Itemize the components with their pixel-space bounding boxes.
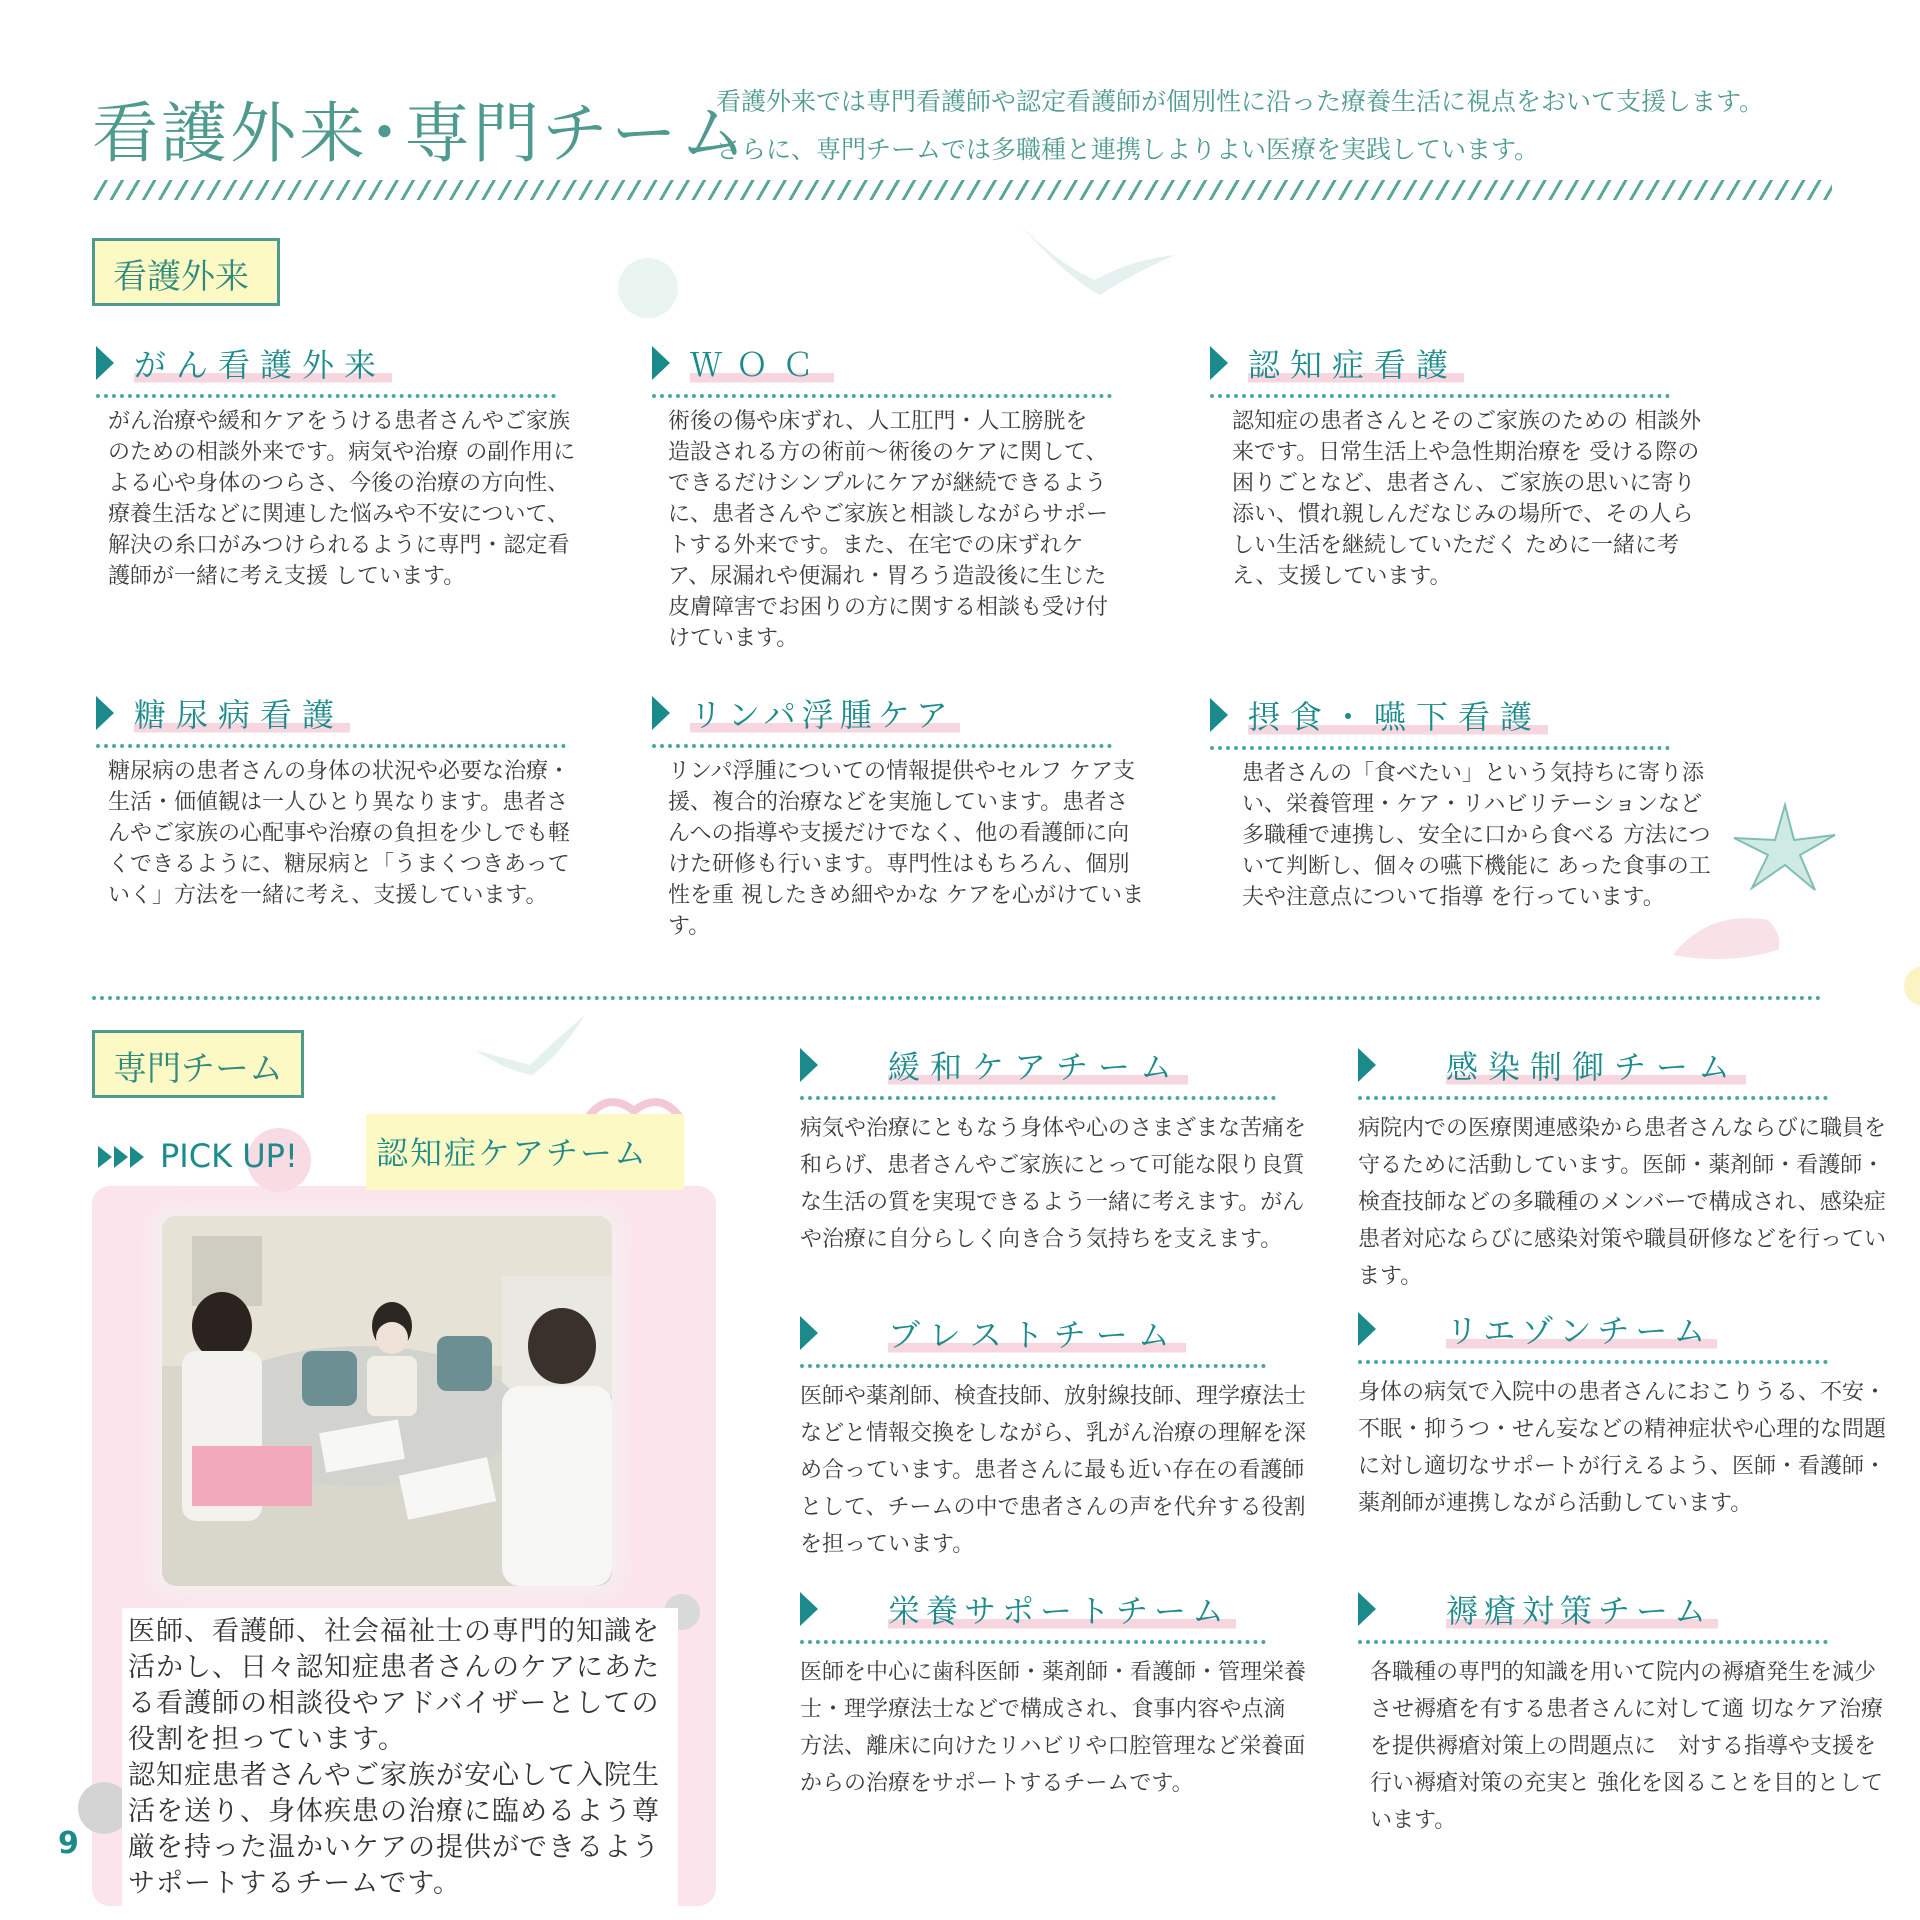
- section-label-teams: 専門チーム: [92, 1030, 304, 1098]
- pickup-team-title: 認知症ケアチーム: [366, 1114, 684, 1190]
- pickup-label: PICK UP!: [160, 1137, 298, 1175]
- header-lead: [716, 78, 1764, 174]
- dotted-rule: [652, 394, 1112, 398]
- item-title: 緩和ケアチーム: [888, 1042, 1188, 1088]
- hatch-divider: [92, 180, 1832, 200]
- triangle-icon: [1210, 698, 1228, 732]
- dotted-rule: [96, 744, 566, 748]
- triangle-icon: [800, 1592, 818, 1626]
- item-body: がん治療や緩和ケアをうける患者さんやご家族のための相談外来です。病気や治療 の副作用による心や身体のつらさ、今後の治療の方向性、療養生活などに関連した悩みや不安について、解決の糸口がみつけられるように専門・認定看護師が一緒に考え支援 しています。: [108, 409, 576, 589]
- meeting-photo: [162, 1216, 612, 1586]
- team-item-infection: [1358, 1040, 1898, 1295]
- dotted-rule: [1210, 746, 1670, 750]
- team-item-pressure-ulcer: [1358, 1584, 1898, 1839]
- outpatient-item-lymphedema: [652, 688, 1152, 942]
- seagull-icon: [1010, 205, 1180, 305]
- triangle-icon: [1358, 1312, 1376, 1346]
- item-body: リンパ浮腫についての情報提供やセルフ ケア支援、複合的治療などを実施しています。患者さんへの指導や支援だけでなく、他の看護師に向けた研修も行います。専門性はもちろん、個別性を重 視したきめ細やかな ケアを心がけています。: [668, 759, 1144, 939]
- triple-arrow-icon: [98, 1146, 146, 1168]
- dotted-rule: [96, 394, 556, 398]
- lead-line-1: 看護外来では専門看護師や認定看護師が個別性に沿った療養生活に視点をおいて支援します。: [716, 87, 1765, 116]
- triangle-icon: [1210, 346, 1228, 380]
- pickup-body: [122, 1608, 678, 1908]
- outpatient-item-diabetes: [96, 688, 570, 911]
- outpatient-item-woc: [652, 338, 1126, 654]
- section-label-outpatient: 看護外来: [92, 238, 280, 306]
- page-title: 看護外来･専門チーム: [92, 95, 749, 172]
- dotted-rule: [800, 1364, 1266, 1368]
- dotted-rule: [1358, 1360, 1828, 1364]
- triangle-icon: [1358, 1048, 1376, 1082]
- item-body: 糖尿病の患者さんの身体の状況や必要な治療・生活・価値観は一人ひとり異なります。患者さんやご家族の心配事や治療の負担を少しでも軽くできるように、糖尿病と「うまくつきあっていく」方法を一緒に考え、支援しています。: [108, 759, 571, 908]
- item-title: がん看護外来: [134, 340, 392, 386]
- triangle-icon: [652, 696, 670, 730]
- dotted-rule: [1358, 1640, 1828, 1644]
- item-body: 病気や治療にともなう身体や心のさまざまな苦痛を和らげ、患者さんやご家族にとって可能な限り良質な生活の質を実現できるよう一緒に考えます。がんや治療に自分らしく向き合う気持ちを支えます。: [800, 1116, 1307, 1252]
- team-item-liaison: [1358, 1304, 1898, 1522]
- item-title: リエゾンチーム: [1446, 1306, 1717, 1352]
- seagull-icon: [470, 1010, 590, 1080]
- item-body: 術後の傷や床ずれ、人工肛門・人工膀胱を 造設される方の術前～術後のケアに関して、できるだけシンプルにケアが継続できるように、患者さんやご家族と相談しながらサポートする外来です。また、在宅での床ずれケア、尿漏れや便漏れ・胃ろう造設後に生じた皮膚障害でお困りの方に関する相談も受け付けています。: [668, 409, 1109, 651]
- team-item-palliative: [800, 1040, 1310, 1258]
- item-title: 認知症看護: [1248, 340, 1464, 386]
- decor-circle: [618, 258, 678, 318]
- team-item-breast: [800, 1308, 1310, 1563]
- triangle-icon: [652, 346, 670, 380]
- item-title: 感染制御チーム: [1446, 1042, 1746, 1088]
- pickup-body-text: 医師、看護師、社会福祉士の専門的知識を活かし、日々認知症患者さんのケアにあたる看護師の相談役やアドバイザーとしての役割を担っています。 認知症患者さんやご家族が安心して入院生活を送り、身体疾患の治療に臨めるよう尊厳を持った温かいケアの提供ができるようサポートするチームです。: [128, 1616, 660, 1899]
- item-body: 各職種の専門的知識を用いて院内の褥瘡発生を減少させ褥瘡を有する患者さんに対して適 切なケア治療を提供褥瘡対策上の問題点に 対する指導や支援を行い褥瘡対策の充実と 強化を図ることを目的としています。: [1370, 1660, 1883, 1833]
- section-separator: [92, 996, 1822, 1000]
- dotted-rule: [800, 1096, 1276, 1100]
- item-title: リンパ浮腫ケア: [690, 690, 960, 736]
- item-body: 医師を中心に歯科医師・薬剤師・看護師・管理栄養士・理学療法士などで構成され、食事内容や点滴方法、離床に向けたリハビリや口腔管理など栄養面からの治療をサポートするチームです。: [800, 1660, 1307, 1796]
- item-title: 摂食・嚥下看護: [1248, 692, 1548, 738]
- item-title: ブレストチーム: [888, 1310, 1186, 1356]
- triangle-icon: [800, 1316, 818, 1350]
- team-item-nutrition: [800, 1584, 1310, 1802]
- item-body: 認知症の患者さんとそのご家族のための 相談外来です。日常生活上や急性期治療を 受ける際の困りごとなど、患者さん、ご家族の思いに寄り添い、慣れ親しんだなじみの場所で、その人らしい生活を継続していただく ために一緒に考え、支援しています。: [1232, 409, 1701, 589]
- item-title: 糖尿病看護: [134, 690, 350, 736]
- triangle-icon: [96, 696, 114, 730]
- item-title: 栄養サポートチーム: [888, 1586, 1236, 1632]
- triangle-icon: [800, 1048, 818, 1082]
- lead-line-2: さらに、専門チームでは多職種と連携しよりよい医療を実践しています。: [716, 135, 1540, 164]
- triangle-icon: [1358, 1592, 1376, 1626]
- item-body: 患者さんの「食べたい」という気持ちに寄り添い、栄養管理・ケア・リハビリテーションなど多職種で連携し、安全に口から食べる 方法について判断し、個々の嚥下機能に あった食事の工夫や注意点について指導 を行っています。: [1242, 761, 1711, 910]
- outpatient-item-swallowing: [1210, 690, 1710, 913]
- outpatient-item-cancer: [96, 338, 576, 592]
- item-body: 身体の病気で入院中の患者さんにおこりうる、不安・不眠・抑うつ・せん妄などの精神症状や心理的な問題に対し適切なサポートが行えるよう、医師・看護師・薬剤師が連携しながら活動しています。: [1358, 1380, 1887, 1516]
- item-body: 医師や薬剤師、検査技師、放射線技師、理学療法士などと情報交換をしながら、乳がん治療の理解を深め合っています。患者さんに最も近い存在の看護師として、チームの中で患者さんの声を代弁する役割を担っています。: [800, 1384, 1307, 1557]
- outpatient-item-dementia: [1210, 338, 1701, 592]
- item-body: 病院内での医療関連感染から患者さんならびに職員を守るために活動しています。医師・薬剤師・看護師・検査技師などの多職種のメンバーで構成され、感染症患者対応ならびに感染対策や職員研修などを行っています。: [1358, 1116, 1887, 1289]
- shell-icon: [1668, 905, 1788, 965]
- starfish-icon: [1730, 800, 1840, 895]
- dotted-rule: [1210, 394, 1670, 398]
- page-number: 9: [58, 1826, 79, 1861]
- decor-circle: [1904, 966, 1920, 1006]
- item-title: ＷＯＣ: [690, 340, 834, 386]
- dotted-rule: [652, 744, 1112, 748]
- item-title: 褥瘡対策チーム: [1446, 1586, 1718, 1632]
- dotted-rule: [1358, 1096, 1828, 1100]
- triangle-icon: [96, 346, 114, 380]
- dotted-rule: [800, 1640, 1266, 1644]
